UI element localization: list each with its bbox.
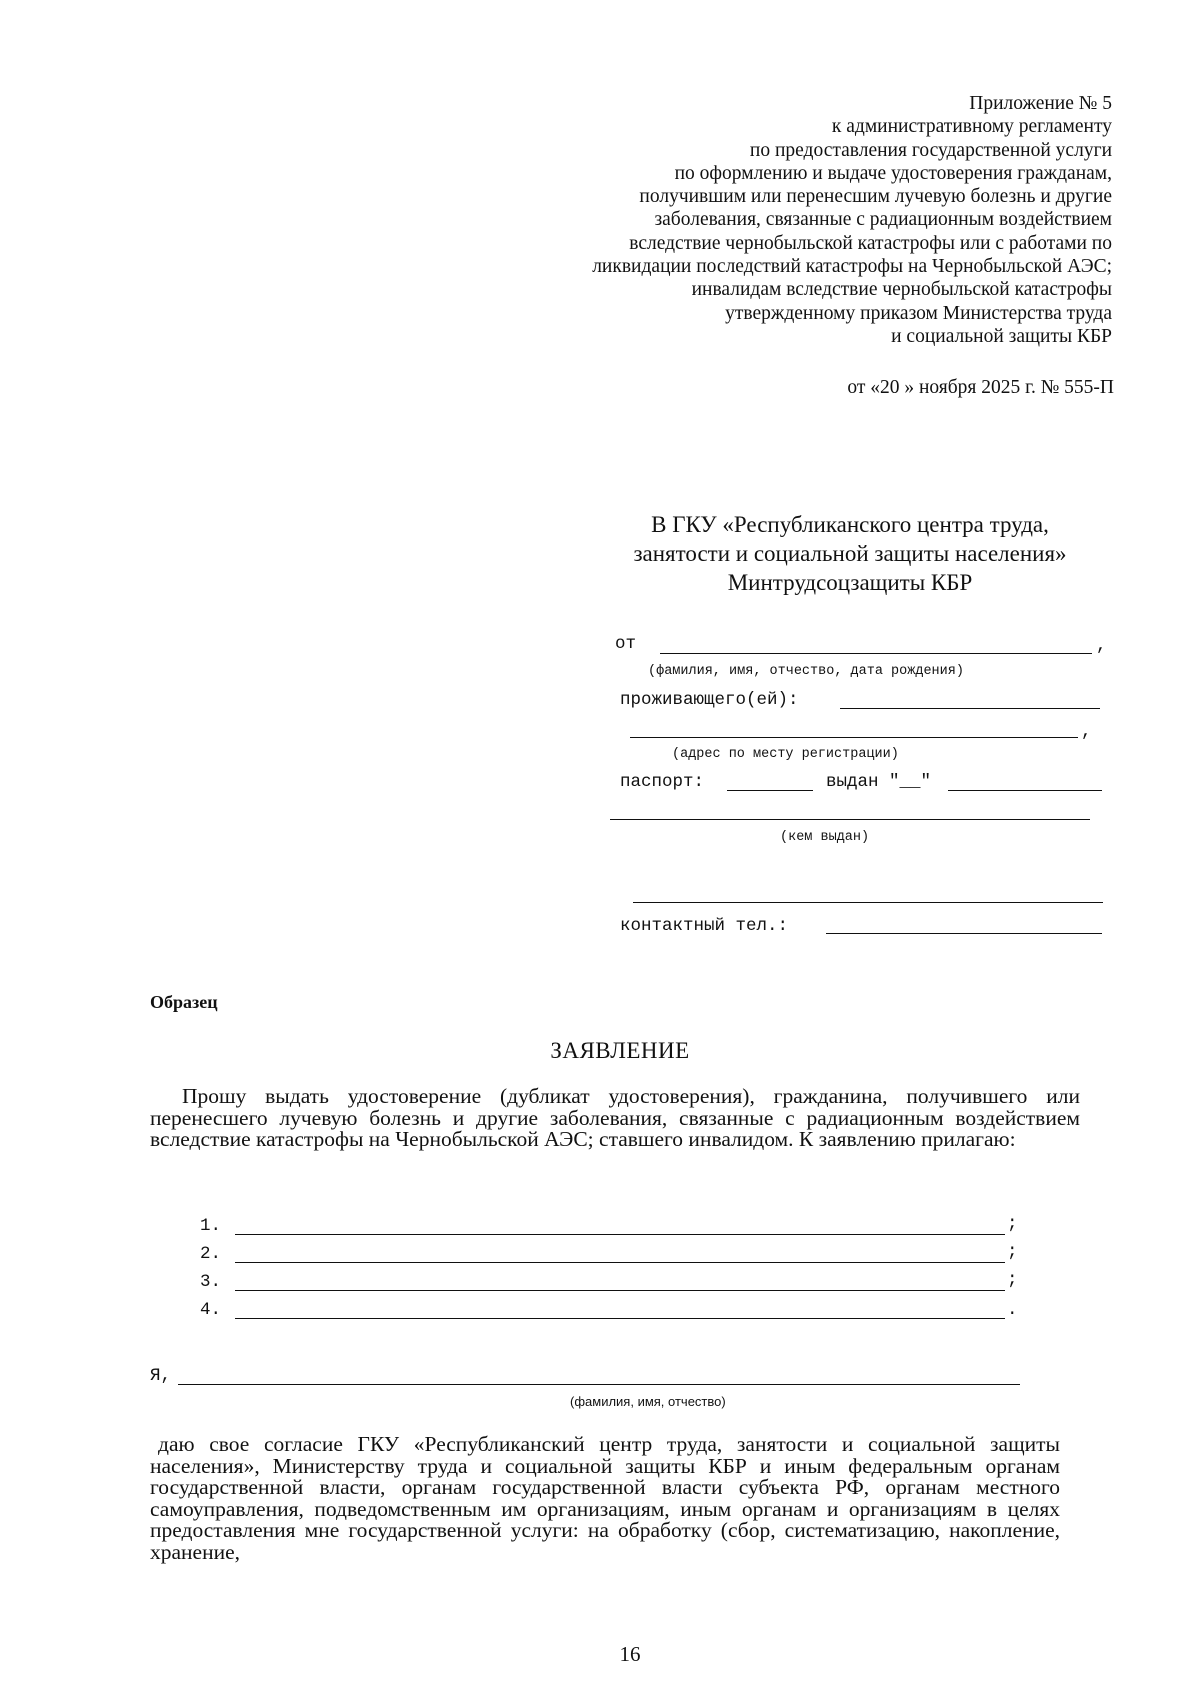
addressee-line: занятости и социальной защиты населения» [633, 541, 1067, 566]
residing-field-line[interactable] [840, 708, 1100, 709]
issued-label: выдан "__" [826, 772, 932, 792]
consent-name-caption: (фамилия, имя, отчество) [570, 1394, 726, 1409]
appendix-line: по оформлению и выдаче удостоверения гражданам, [674, 162, 1112, 184]
appendix-line: инвалидам вследствие чернобыльской катастрофы [691, 279, 1112, 301]
attachment-end: ; [1007, 1270, 1018, 1290]
passport-label: паспорт: [620, 772, 705, 792]
from-label: от [615, 634, 637, 654]
attachment-number: 1. [200, 1216, 222, 1236]
attachment-line[interactable] [235, 1318, 1005, 1319]
appendix-line: получившим или перенесшим лучевую болезнь и другие [639, 186, 1112, 208]
sample-label: Образец [150, 992, 218, 1012]
attachment-end: ; [1007, 1214, 1018, 1234]
attachment-line[interactable] [235, 1234, 1005, 1235]
from-end-comma: , [1096, 636, 1107, 656]
attachment-number: 2. [200, 1244, 222, 1264]
document-title: ЗАЯВЛЕНИЕ [550, 1038, 690, 1063]
appendix-header [592, 92, 1112, 348]
issued-date-line[interactable] [948, 790, 1102, 791]
addressee-block [600, 510, 1100, 597]
addressee-line: Минтрудсоцзащиты КБР [727, 570, 973, 595]
issued-by-caption: (кем выдан) [780, 830, 870, 845]
addressee-line: В ГКУ «Республиканского центра труда, [651, 512, 1049, 537]
from-caption: (фамилия, имя, отчество, дата рождения) [648, 664, 964, 679]
issued-by-line[interactable] [610, 819, 1090, 820]
attachment-line[interactable] [235, 1262, 1005, 1263]
address-field-line[interactable] [630, 737, 1078, 738]
order-reference: от «20 » ноября 2025 г. № 555-П [847, 377, 1114, 398]
petition-paragraph [150, 1086, 1080, 1151]
residing-label: проживающего(ей): [620, 690, 799, 710]
appendix-line: вследствие чернобыльской катастрофы или с работами по [629, 232, 1112, 254]
ya-label: Я, [150, 1366, 172, 1386]
appendix-line: к административному регламенту [831, 116, 1112, 138]
from-field-line[interactable] [660, 653, 1092, 654]
page-number: 16 [619, 1642, 641, 1666]
consent-paragraph [150, 1434, 1060, 1563]
consent-text: даю свое согласие ГКУ «Республиканский центр труда, занятости и социальной защиты населения», Министерству труда и социальной защиты КБР и иным федеральным органам государственной власти, органам государственной власти субъекта РФ, органам местного самоуправления, подведомственным им организациям, иным органам и организациям в целях предоставления мне государственной услуги: на обработку (сбор, систематизацию, накопление, хранение, [150, 1432, 1060, 1564]
attachment-end: ; [1007, 1242, 1018, 1262]
address-end-comma: , [1081, 722, 1092, 742]
appendix-line: и социальной защиты КБР [891, 325, 1112, 347]
appendix-line: по предоставления государственной услуги [749, 139, 1112, 161]
attachment-number: 4. [200, 1300, 222, 1320]
attachment-number: 3. [200, 1272, 222, 1292]
appendix-line: Приложение № 5 [969, 93, 1112, 114]
extra-field-line[interactable] [633, 902, 1103, 903]
petition-text: Прошу выдать удостоверение (дубликат удостоверения), гражданина, получившего или перенесшего лучевую болезнь и другие заболевания, связанные с радиационным воздействием вследствие катастрофы на Чернобыльской АЭС; ставшего инвалидом. К заявлению прилагаю: [150, 1084, 1080, 1151]
address-caption: (адрес по месту регистрации) [672, 747, 899, 762]
phone-label: контактный тел.: [620, 916, 789, 936]
consent-name-line[interactable] [178, 1384, 1020, 1385]
appendix-line: ликвидации последствий катастрофы на Чернобыльской АЭС; [592, 256, 1112, 278]
attachment-end: . [1007, 1300, 1018, 1320]
passport-field-line[interactable] [727, 790, 813, 791]
attachment-line[interactable] [235, 1290, 1005, 1291]
appendix-line: утвержденному приказом Министерства труда [725, 302, 1112, 324]
appendix-line: заболевания, связанные с радиационным воздействием [654, 209, 1112, 231]
phone-field-line[interactable] [826, 933, 1102, 934]
